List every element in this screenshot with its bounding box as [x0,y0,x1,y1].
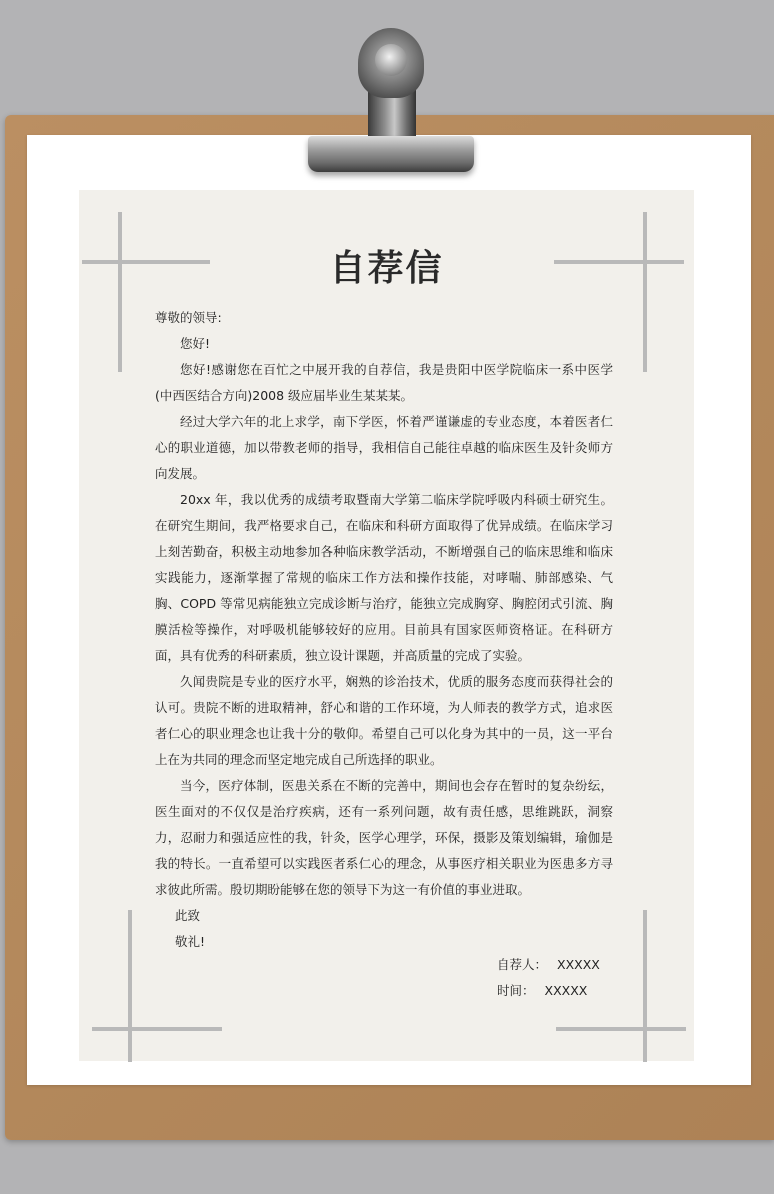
date-label: 时间： [497,983,535,998]
corner-decoration-bottom-right-h [556,1027,686,1031]
paragraph: 久闻贵院是专业的医疗水平，娴熟的诊治技术，优质的服务态度而获得社会的认可。贵院不断的进取精神，舒心和谐的工作环境，为人师表的教学方式，追求医者仁心的职业理念也让我十分的敬仰。希望自己可以化身为其中的一员，这一平台上在为共同的理念而坚定地完成自己所选择的职业。 [155,674,613,767]
salutation: 尊敬的领导: [155,310,222,325]
date-value: XXXXX [544,983,588,998]
corner-decoration-bottom-right-v [643,910,647,1062]
letter-title: 自荐信 [329,248,444,289]
closing-block [155,903,613,955]
corner-decoration-top-right-v [643,212,647,372]
paragraph: 经过大学六年的北上求学，南下学医，怀着严谨谦虚的专业态度，本着医者仁心的职业道德，加以带教老师的指导，我相信自己能往卓越的临床医生及针灸师方向发展。 [155,414,613,481]
clip-ring-hole [375,44,407,76]
greeting: 您好! [180,336,211,351]
paragraph: 您好!感谢您在百忙之中展开我的自荐信，我是贵阳中医学院临床一系中医学(中西医结合方向)2008 级应届毕业生某某某。 [155,362,613,403]
clip-base [308,136,474,172]
signer-row [497,952,600,978]
signer-label: 自荐人： [497,957,548,972]
corner-decoration-bottom-left-v [128,910,132,1062]
paragraph: 20xx 年，我以优秀的成绩考取暨南大学第二临床学院呼吸内科硕士研究生。在研究生期间，我严格要求自己，在临床和科研方面取得了优异成绩。在临床学习上刻苦勤奋，积极主动地参加各种临床教学活动，不断增强自己的临床思维和临床实践能力，逐渐掌握了常规的临床工作方法和操作技能，对哮喘、肺部感染、气胸、COPD 等常见病能独立完成诊断与治疗，能独立完成胸穿、胸腔闭式引流、胸膜活检等操作，对呼吸机能够较好的应用。目前具有国家医师资格证。在科研方面，具有优秀的科研素质，独立设计课题，并高质量的完成了实验。 [155,492,613,663]
date-row [497,978,600,1004]
letter-body [155,305,613,955]
corner-decoration-bottom-left-h [92,1027,222,1031]
signer-value: XXXXX [557,957,600,972]
closing-line-2: 敬礼! [175,934,206,949]
closing-line-1: 此致 [175,908,201,923]
paragraph: 当今，医疗体制，医患关系在不断的完善中，期间也会存在暂时的复杂纷纭，医生面对的不仅仅是治疗疾病，还有一系列问题，故有责任感，思维跳跃，洞察力，忍耐力和强适应性的我，针灸，医学心理学，环保，摄影及策划编辑，瑜伽是我的特长。一直希望可以实践医者系仁心的理念，从事医疗相关职业为医患多方寻求彼此所需。殷切期盼能够在您的领导下为这一有价值的事业进取。 [155,778,613,897]
signature-block [497,952,600,1004]
corner-decoration-top-left-v [118,212,122,372]
